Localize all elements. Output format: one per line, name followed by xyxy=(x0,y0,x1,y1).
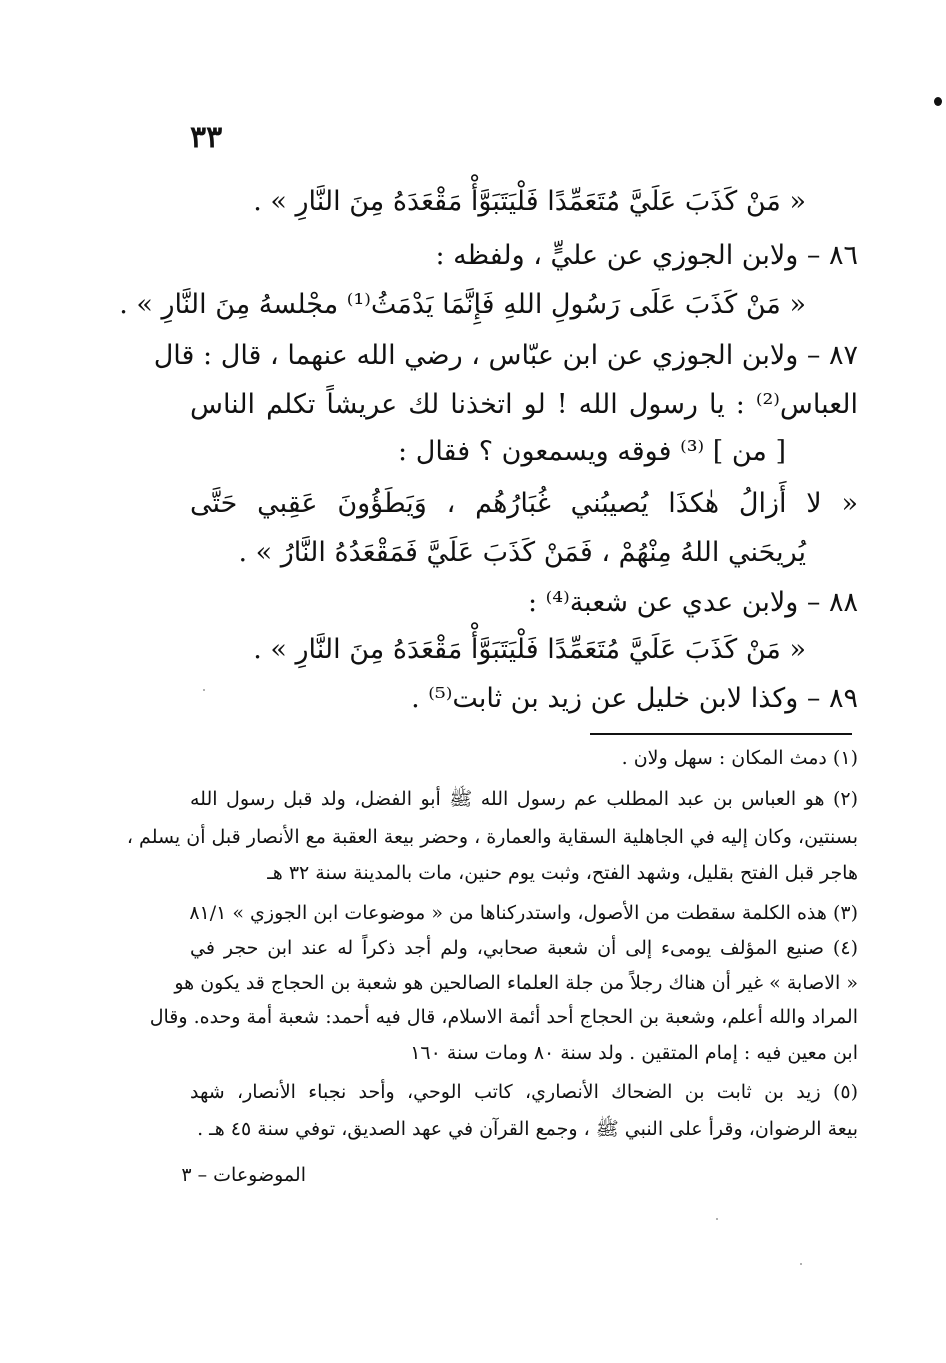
hadith-line: العباس⁽²⁾ : يا رسول الله ! لو اتخذنا لك عريشاً تكلم الناس xyxy=(190,389,858,420)
footnote-line: بسنتين، وكان إليه في الجاهلية السقاية والعمارة ، وحضر بيعة العقبة مع الأنصار قبل أن يسلم ، xyxy=(126,826,858,848)
ink-dot xyxy=(934,97,942,106)
footnote-line: بيعة الرضوان، وقرأ على النبي ﷺ ، وجمع القرآن في عهد الصديق، توفي سنة ٤٥ هـ . xyxy=(197,1118,858,1140)
footnote-line: المراد والله أعلم، وشعبة بن الحجاج أحد أئمة الاسلام، قال فيه أحمد: شعبة أمة وحده. وقال xyxy=(149,1006,858,1028)
hadith-line: « لا أَزالُ هٰكذَا يُصيبُني غُبَارُهُم ، وَيَطَؤُونَ عَقِبي حَتَّى xyxy=(190,488,858,519)
hadith-line: [ من ] ⁽³⁾ فوقه ويسمعون ؟ فقال : xyxy=(398,436,786,467)
hadith-line: ٨٨ – ولابن عدي عن شعبة⁽⁴⁾ : xyxy=(527,587,858,618)
hadith-line: « مَنْ كَذَبَ عَلَيَّ مُتَعَمِّدًا فَلْيَتَبَوَّأْ مَقْعَدَهُ مِنَ النَّارِ » . xyxy=(253,186,806,217)
footnote-line: (١) دمث المكان : سهل ولان . xyxy=(621,747,858,769)
footnote-line: (٢) هو العباس بن عبد المطلب عم رسول الله ﷺ أبو الفضل، ولد قبل رسول الله xyxy=(190,788,858,810)
page-footer: الموضوعات – ٣ xyxy=(181,1164,306,1186)
page-number: ٣٣ xyxy=(190,120,223,155)
footnote-line: (٤) صنيع المؤلف يومىء إلى أن شعبة صحابي، ولم أجد ذكراً له عند ابن حجر في xyxy=(190,937,858,959)
hadith-line: يُريحَني اللهُ مِنْهُمْ ، فَمَنْ كَذَبَ عَلَيَّ فَمَقْعَدُهُ النَّارُ » . xyxy=(238,537,806,568)
hadith-line: « مَنْ كَذَبَ عَلَى رَسُولِ اللهِ فَإِنَّمَا يَدْمَثُ⁽¹⁾ مجْلسهُ مِنَ النَّارِ » . xyxy=(119,289,806,320)
hadith-line: « مَنْ كَذَبَ عَلَيَّ مُتَعَمِّدًا فَلْيَتَبَوَّأْ مَقْعَدَهُ مِنَ النَّارِ » . xyxy=(253,634,806,665)
hadith-line: ٨٧ – ولابن الجوزي عن ابن عبّاس ، رضي الله عنهما ، قال : قال xyxy=(153,340,858,371)
scan-speck xyxy=(800,1263,802,1265)
hadith-line: ٨٩ – وكذا لابن خليل عن زيد بن ثابت⁽⁵⁾ . xyxy=(411,683,858,714)
footnote-line: (٣) هذه الكلمة سقطت من الأصول، واستدركناها من « موضوعات ابن الجوزي » ٨١/١ xyxy=(189,902,858,924)
footnote-line: هاجر قبل الفتح بقليل، وشهد الفتح، وثبت يوم حنين، مات بالمدينة سنة ٣٢ هـ xyxy=(267,862,858,884)
footnote-separator xyxy=(590,733,852,735)
footnote-line: ابن معين فيه : إمام المتقين . ولد سنة ٨٠ ومات سنة ١٦٠ xyxy=(410,1042,858,1064)
scan-speck xyxy=(203,689,205,691)
scan-speck xyxy=(716,1218,718,1220)
footnote-line: « الاصابة » غير أن هناك رجلاً من جلة العلماء الصالحين هو شعبة بن الحجاج قد يكون هو xyxy=(174,972,858,994)
hadith-line: ٨٦ – ولابن الجوزي عن عليٍّ ، ولفظه : xyxy=(435,240,858,271)
footnote-line: (٥) زيد بن ثابت بن الضحاك الأنصاري، كاتب الوحي، وأحد نجباء الأنصار، شهد xyxy=(190,1081,858,1103)
